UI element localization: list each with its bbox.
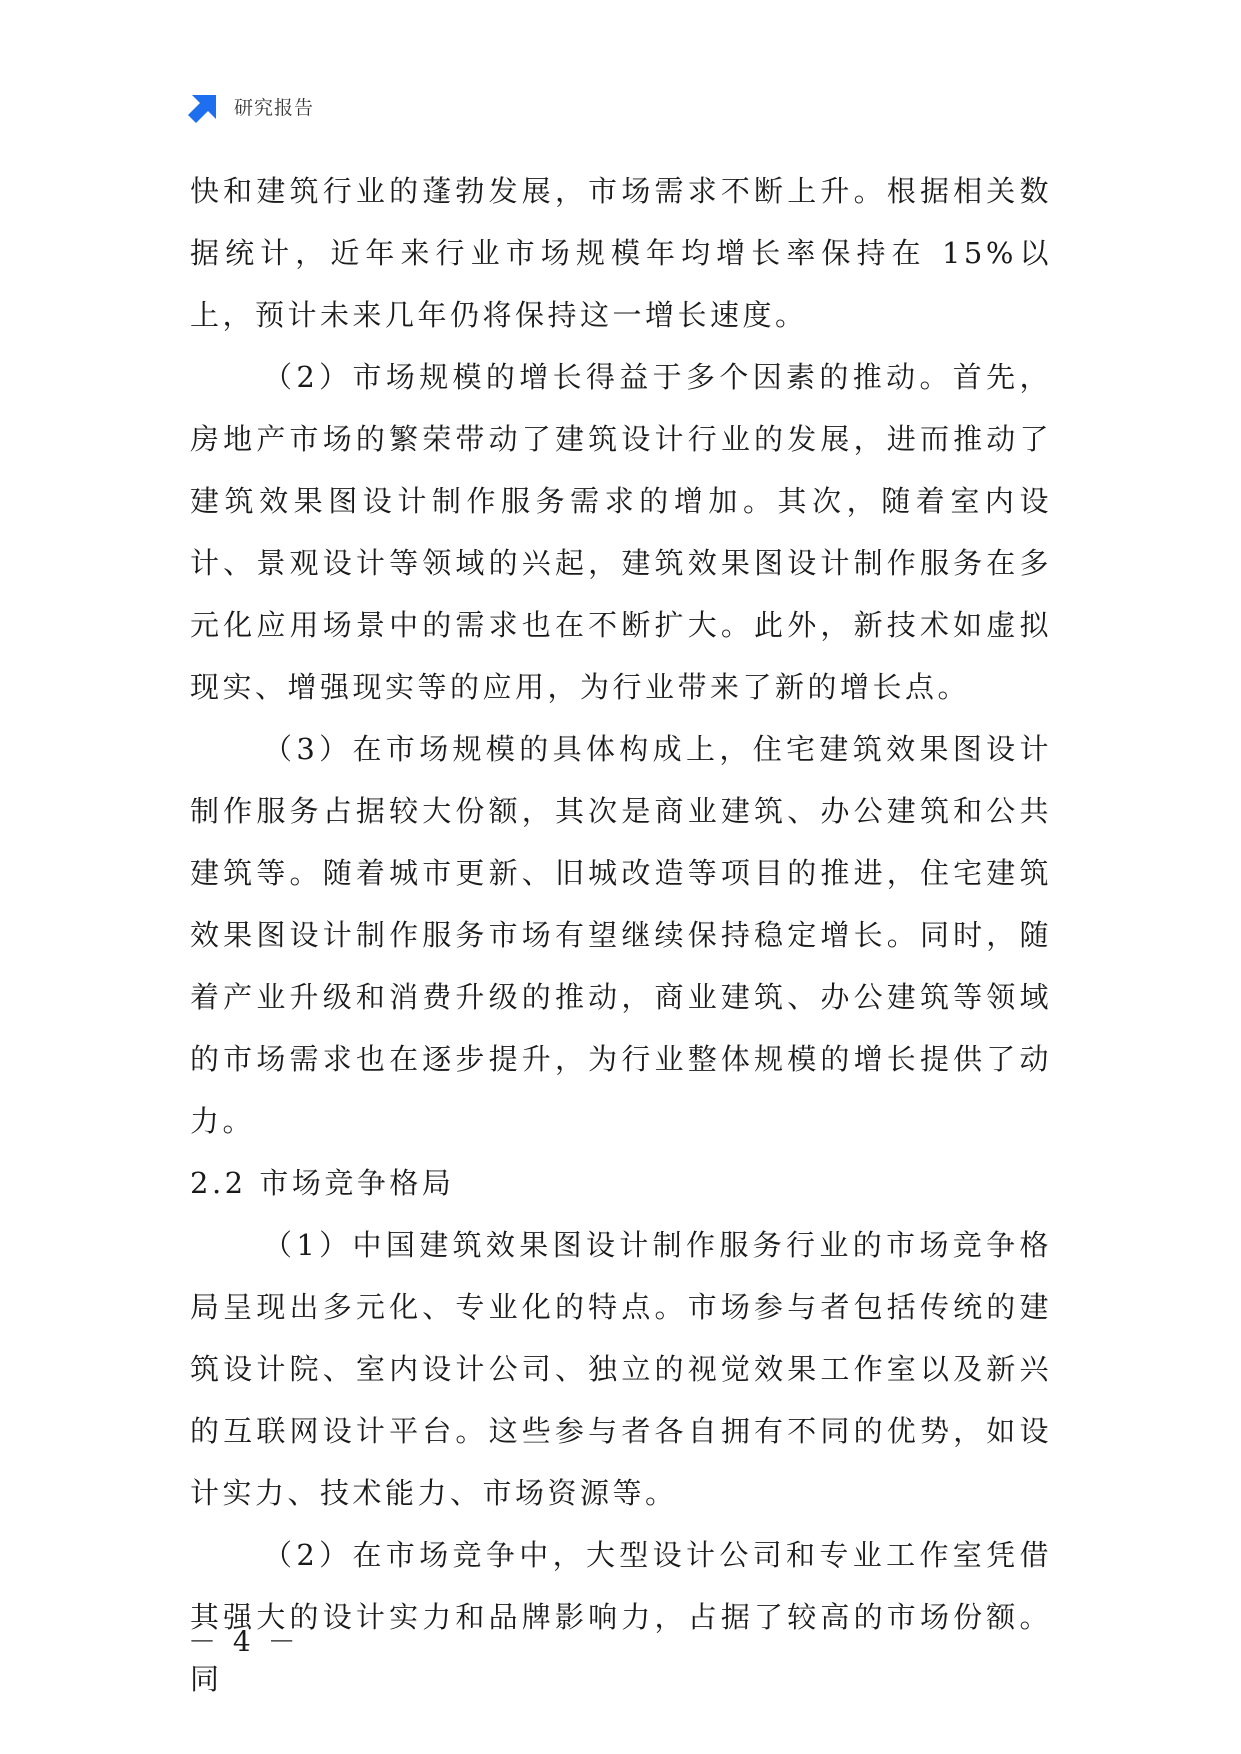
paragraph-competition-leaders: （2）在市场竞争中，大型设计公司和专业工作室凭借其强大的设计实力和品牌影响力，占据了较高的市场份额。同 (190, 1538, 1052, 1696)
page-number: － 4 － (188, 1625, 300, 1658)
arrow-up-right-logo-icon (188, 89, 222, 123)
page-header (188, 88, 314, 124)
paragraph-continuation: 快和建筑行业的蓬勃发展，市场需求不断上升。根据相关数据统计，近年来行业市场规模年均增长率保持在 15%以上，预计未来几年仍将保持这一增长速度。 (190, 174, 1052, 332)
document-body (190, 160, 1052, 1710)
paragraph-competition-overview: （1）中国建筑效果图设计制作服务行业的市场竞争格局呈现出多元化、专业化的特点。市场参与者包括传统的建筑设计院、室内设计公司、独立的视觉效果工作室以及新兴的互联网设计平台。这些参与者各自拥有不同的优势，如设计实力、技术能力、市场资源等。 (190, 1228, 1052, 1510)
header-title: 研究报告 (234, 96, 315, 119)
section-heading: 2.2 市场竞争格局 (190, 1166, 455, 1200)
paragraph-market-composition: （3）在市场规模的具体构成上，住宅建筑效果图设计制作服务占据较大份额，其次是商业建筑、办公建筑和公共建筑等。随着城市更新、旧城改造等项目的推进，住宅建筑效果图设计制作服务市场有望继续保持稳定增长。同时，随着产业升级和消费升级的推动，商业建筑、办公建筑等领域的市场需求也在逐步提升，为行业整体规模的增长提供了动力。 (190, 732, 1052, 1138)
paragraph-market-factors: （2）市场规模的增长得益于多个因素的推动。首先，房地产市场的繁荣带动了建筑设计行业的发展，进而推动了建筑效果图设计制作服务需求的增加。其次，随着室内设计、景观设计等领域的兴起，建筑效果图设计制作服务在多元化应用场景中的需求也在不断扩大。此外，新技术如虚拟现实、增强现实等的应用，为行业带来了新的增长点。 (190, 360, 1052, 704)
